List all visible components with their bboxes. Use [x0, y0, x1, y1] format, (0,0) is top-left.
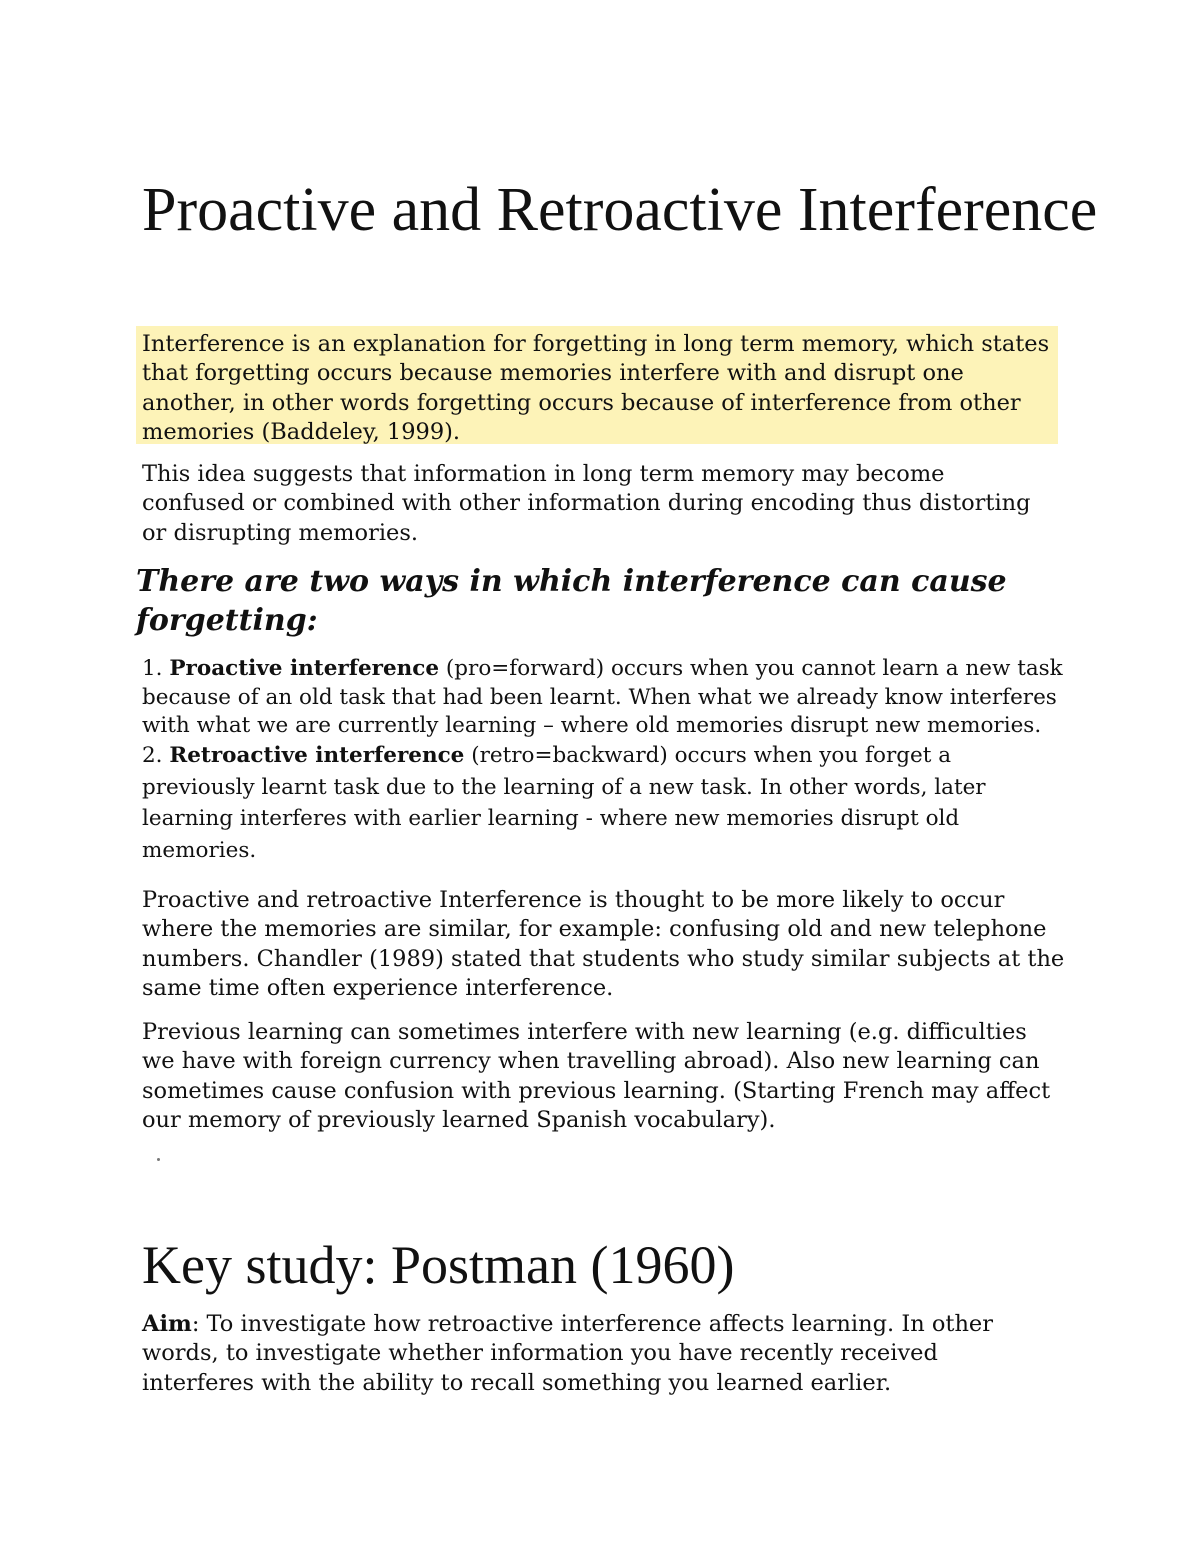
- previous-paragraph: Previous learning can sometimes interfere with new learning (e.g. difficulties we have with foreign currency when travelling abroad). Also new learning can sometimes cause confusion with previous learning. (Starting French may affect our memory of previously learned Spanish vocabulary).: [142, 1019, 1051, 1134]
- page-title: Proactive and Retroactive Interference: [142, 176, 1098, 244]
- item-text: (pro=forward) occurs when you cannot learn a new task because of an old task that had been learnt. When what we already know interferes with what we are currently learning – where old memories disrupt new memories.: [142, 656, 1063, 738]
- item-number: 2.: [142, 743, 163, 768]
- item-number: 1.: [142, 656, 163, 681]
- key-study-heading: Key study: Postman (1960): [142, 1235, 735, 1295]
- aim-text: : To investigate how retroactive interference affects learning. In other words, to investigate whether information you have recently received interferes with the ability to recall something you learned earlier.: [142, 1311, 994, 1396]
- idea-paragraph: This idea suggests that information in long term memory may become confused or combined with other information during encoding thus distorting or disrupting memories.: [142, 461, 1031, 546]
- stray-dot: [157, 1158, 160, 1161]
- list-item-retroactive: [142, 740, 1022, 866]
- intro-paragraph: Interference is an explanation for forgetting in long term memory, which states that forgetting occurs because memories interfere with and disrupt one another, in other words forgetting occurs because of interference from other memories (Baddeley, 1999).: [142, 331, 1050, 446]
- aim-paragraph: [142, 1310, 1052, 1398]
- list-item-proactive: [142, 655, 1072, 741]
- item-term: Retroactive interference: [169, 743, 465, 768]
- ways-heading: There are two ways in which interference can cause forgetting:: [136, 564, 1007, 638]
- item-term: Proactive interference: [169, 656, 440, 681]
- similar-paragraph: Proactive and retroactive Interference is thought to be more likely to occur where the memories are similar, for example: confusing old and new telephone numbers. Chandler (1989) stated that students who study similar subjects at the same time often experience interference.: [142, 887, 1065, 1002]
- aim-label: Aim: [142, 1311, 192, 1337]
- item-text: (retro=backward) occurs when you forget a previously learnt task due to the learning of a new task. In other words, later learning interferes with earlier learning - where new memories disrupt old memories.: [142, 743, 986, 863]
- intro-highlight: [136, 326, 1058, 444]
